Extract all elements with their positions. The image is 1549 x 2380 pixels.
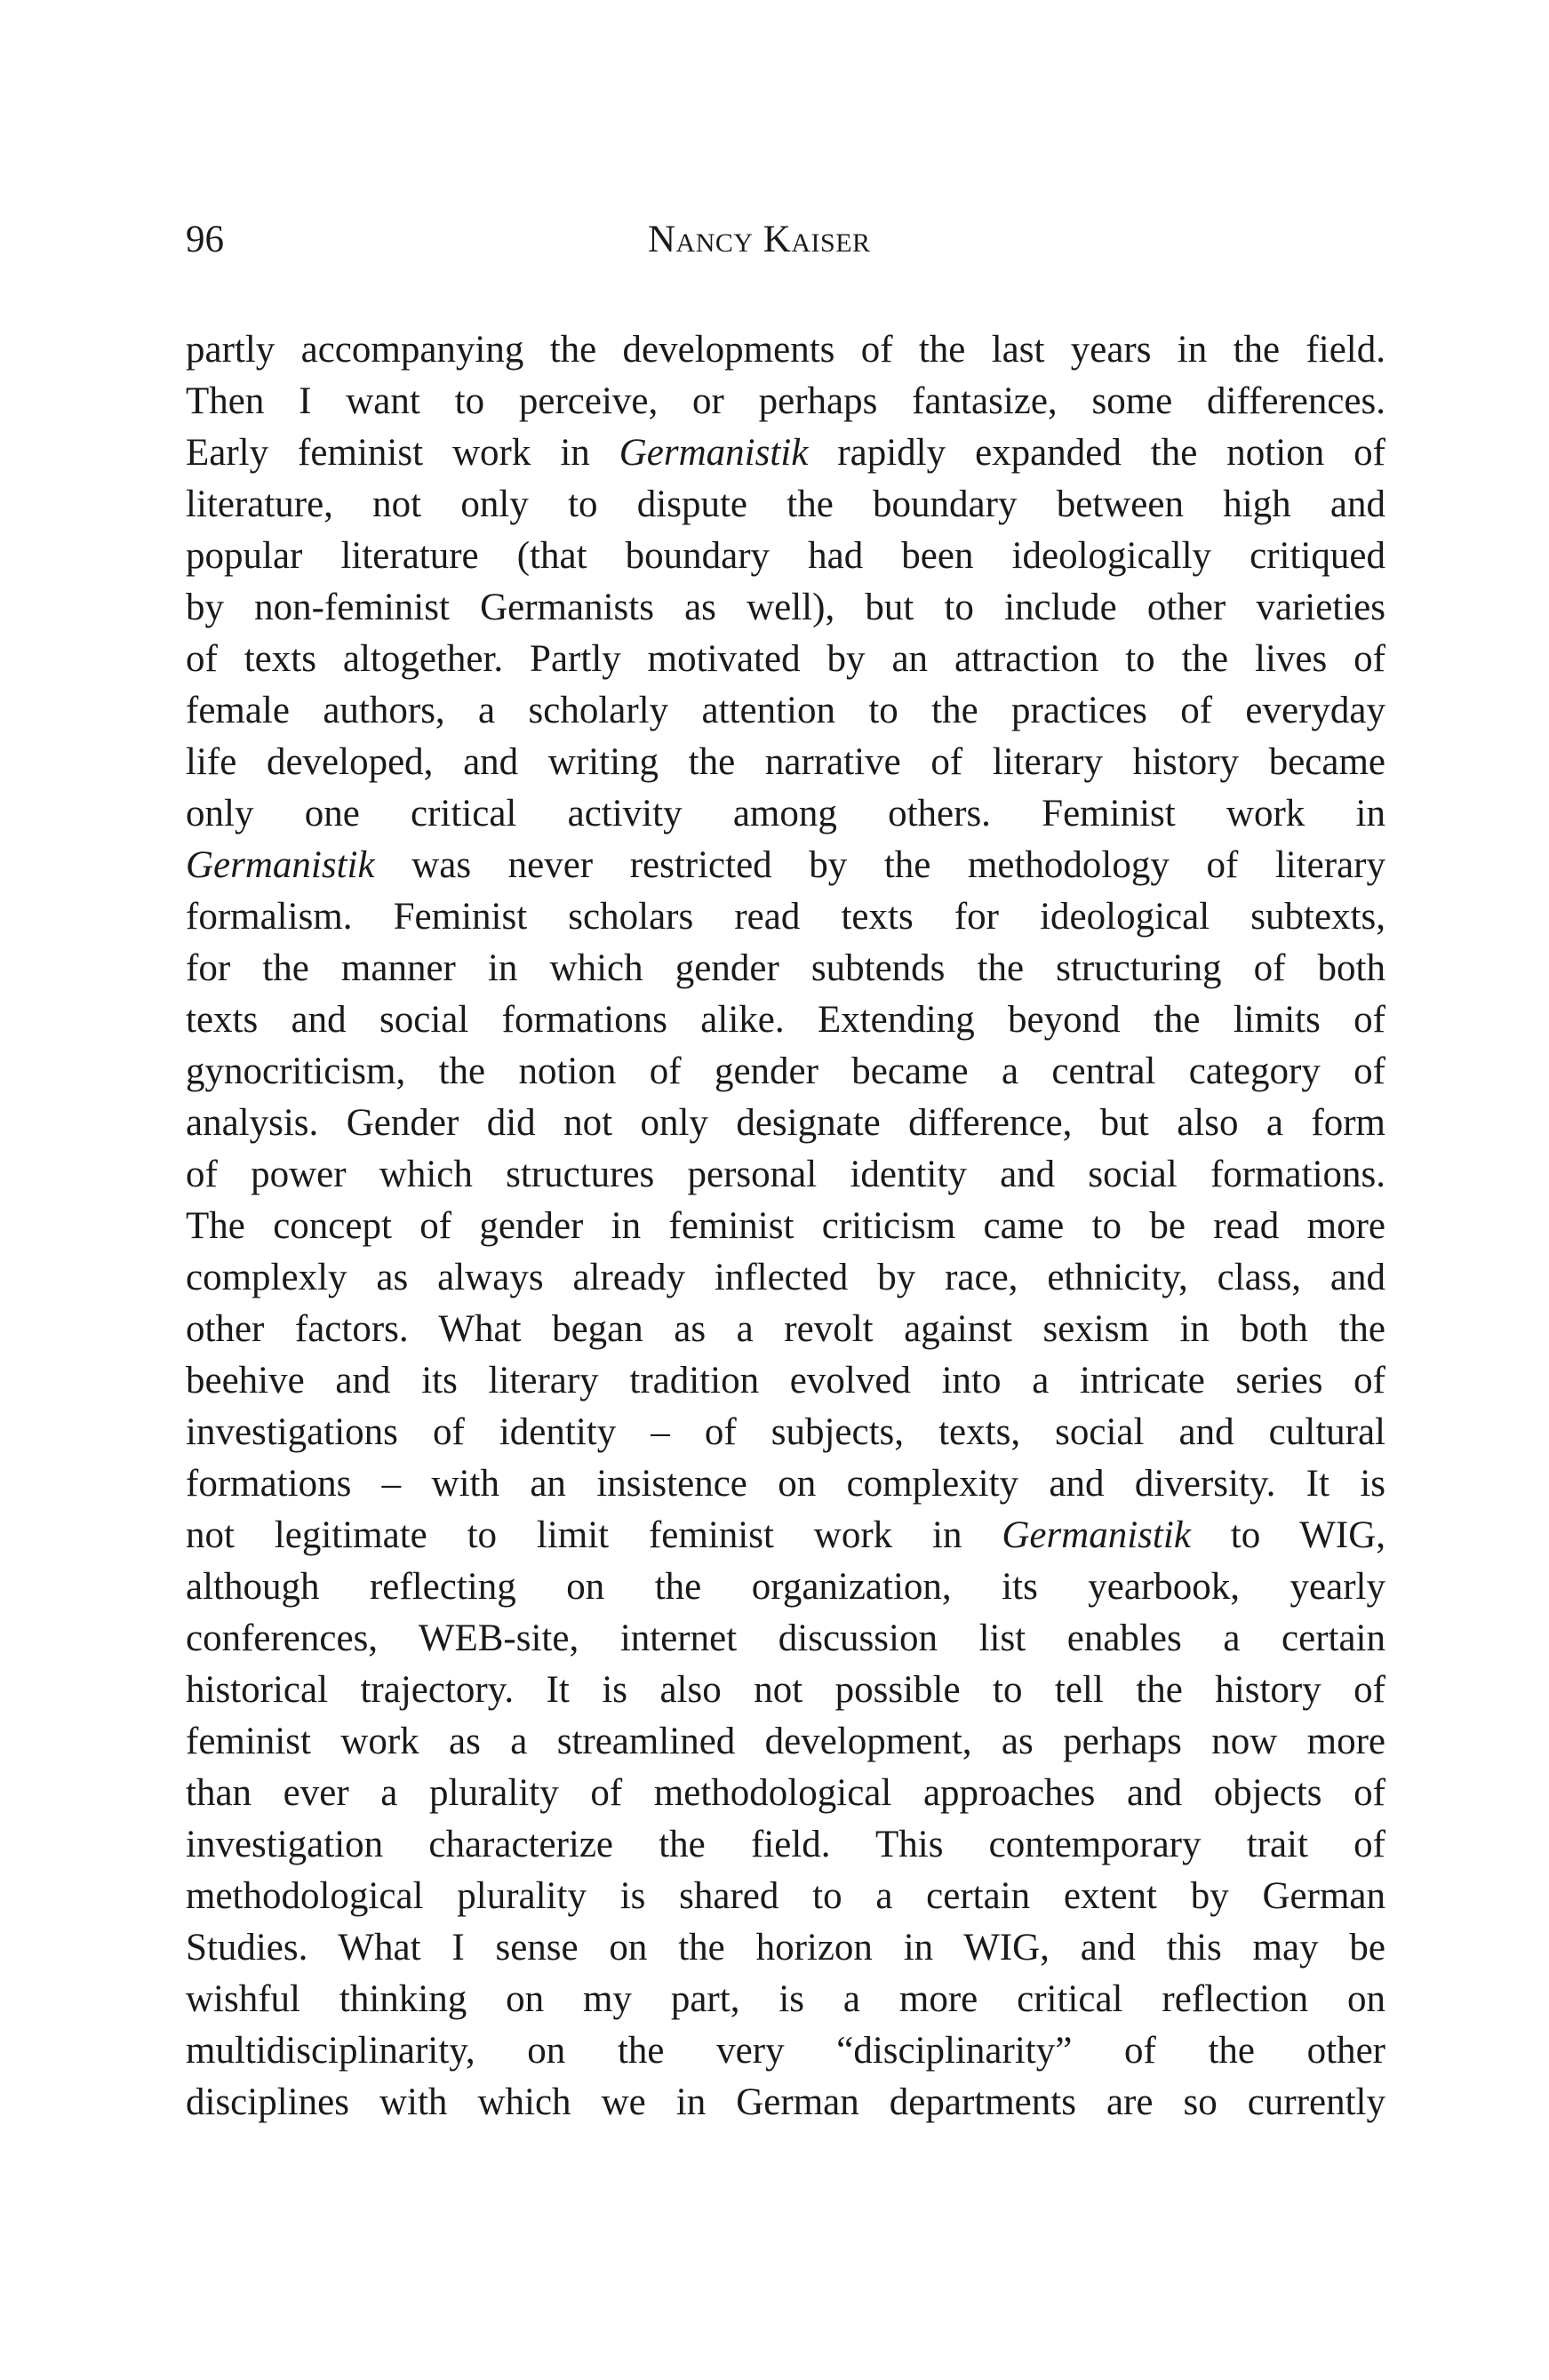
text-line [186, 891, 1385, 943]
text-line [186, 737, 1385, 788]
text-segment: for the manner in which gender subtends the structuring of both [186, 947, 1385, 989]
text-line [186, 1149, 1385, 1201]
text-segment: historical trajectory. It is also not possible to tell the history of [186, 1669, 1385, 1711]
text-segment: than ever a plurality of methodological approaches and objects of [186, 1772, 1385, 1814]
text-segment: only one critical activity among others. Feminist work in [186, 793, 1385, 835]
text-line [186, 840, 1385, 891]
text-segment: literature, not only to dispute the boundary between high and [186, 483, 1385, 525]
text-line [186, 1561, 1385, 1613]
text-segment: partly accompanying the developments of the last years in the field. [186, 329, 1385, 371]
text-segment: by non-feminist Germanists as well), but to include other varieties [186, 587, 1385, 628]
text-line [186, 427, 1385, 479]
text-segment: beehive and its literary tradition evolved into a intricate series of [186, 1360, 1385, 1402]
text-line [186, 1252, 1385, 1304]
text-segment: of power which structures personal identity and social formations. [186, 1154, 1385, 1195]
text-segment: although reflecting on the organization, its yearbook, yearly [186, 1566, 1385, 1608]
text-segment: formalism. Feminist scholars read texts for ideological subtexts, [186, 896, 1385, 938]
text-line [186, 1510, 1385, 1561]
text-segment: Studies. What I sense on the horizon in WIG, and this may be [186, 1927, 1385, 1969]
text-segment: Early feminist work in [186, 432, 619, 474]
text-line [186, 1407, 1385, 1458]
body-paragraph [186, 324, 1385, 2128]
text-segment: investigations of identity – of subjects, texts, social and cultural [186, 1411, 1385, 1453]
text-segment: feminist work as a streamlined development, as perhaps now more [186, 1721, 1385, 1762]
text-line [186, 1974, 1385, 2025]
text-line [186, 2077, 1385, 2128]
text-line [186, 1098, 1385, 1149]
text-segment: investigation characterize the field. This contemporary trait of [186, 1824, 1385, 1865]
text-line [186, 1613, 1385, 1665]
text-segment: wishful thinking on my part, is a more critical reflection on [186, 1978, 1385, 2020]
text-segment: disciplines with which we in German departments are so currently [186, 2081, 1385, 2123]
text-segment: female authors, a scholarly attention to the practices of everyday [186, 690, 1385, 731]
italic-term: Germanistik [1002, 1514, 1191, 1556]
text-line [186, 1304, 1385, 1355]
text-line [186, 324, 1385, 376]
text-segment: popular literature (that boundary had been ideologically critiqued [186, 535, 1385, 577]
running-head [186, 213, 1385, 267]
text-segment: multidisciplinarity, on the very “disciplinarity” of the other [186, 2030, 1385, 2072]
page-number: 96 [186, 219, 224, 260]
text-segment: other factors. What began as a revolt against sexism in both the [186, 1308, 1385, 1350]
text-segment: methodological plurality is shared to a certain extent by German [186, 1875, 1385, 1917]
text-segment: complexly as always already inflected by race, ethnicity, class, and [186, 1257, 1385, 1298]
text-segment: analysis. Gender did not only designate difference, but also a form [186, 1102, 1385, 1144]
text-line [186, 1819, 1385, 1871]
text-line [186, 376, 1385, 427]
text-line [186, 994, 1385, 1046]
text-segment: conferences, WEB-site, internet discussion list enables a certain [186, 1617, 1385, 1659]
text-line [186, 1768, 1385, 1819]
italic-term: Germanistik [186, 844, 375, 886]
text-line [186, 1665, 1385, 1716]
text-segment: Then I want to perceive, or perhaps fantasize, some differences. [186, 380, 1385, 422]
text-segment: not legitimate to limit feminist work in [186, 1514, 1002, 1556]
text-segment: texts and social formations alike. Extending beyond the limits of [186, 999, 1385, 1041]
text-line [186, 531, 1385, 582]
text-segment: of texts altogether. Partly motivated by an attraction to the lives of [186, 638, 1385, 680]
text-line [186, 1871, 1385, 1922]
text-segment: formations – with an insistence on complexity and diversity. It is [186, 1463, 1385, 1505]
text-segment: was never restricted by the methodology of literary [374, 844, 1385, 886]
text-segment: The concept of gender in feminist criticism came to be read more [186, 1205, 1385, 1247]
text-segment: gynocriticism, the notion of gender became a central category of [186, 1050, 1385, 1092]
text-line [186, 1201, 1385, 1252]
text-line [186, 788, 1385, 840]
text-segment: to WIG, [1190, 1514, 1385, 1556]
text-line [186, 1458, 1385, 1510]
text-line [186, 943, 1385, 994]
italic-term: Germanistik [619, 432, 809, 474]
text-line [186, 479, 1385, 531]
text-line [186, 1716, 1385, 1768]
text-line [186, 2025, 1385, 2077]
text-line [186, 685, 1385, 737]
text-line [186, 1046, 1385, 1098]
text-line [186, 1355, 1385, 1407]
running-title-author: Nancy Kaiser [648, 219, 871, 260]
text-line [186, 582, 1385, 634]
text-segment: rapidly expanded the notion of [808, 432, 1385, 474]
text-line [186, 1922, 1385, 1974]
text-segment: life developed, and writing the narrative of literary history became [186, 741, 1385, 783]
text-line [186, 634, 1385, 685]
